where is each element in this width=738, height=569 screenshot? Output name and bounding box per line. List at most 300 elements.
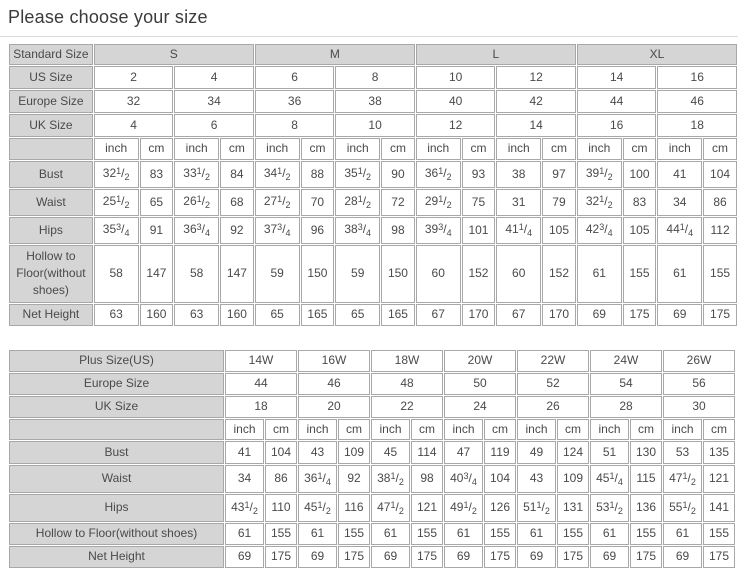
unit-row — [9, 138, 737, 159]
size-value-cell: L — [416, 44, 576, 65]
size-header-row — [9, 114, 737, 137]
fraction-denominator: 2 — [446, 171, 452, 182]
measure-value-cell: $53^1/_2$ — [590, 494, 629, 522]
unit-cell: inch — [298, 419, 337, 440]
unit-cell: cm — [484, 419, 516, 440]
fraction-denominator: 4 — [325, 476, 331, 487]
fraction-numerator: 3 — [277, 221, 283, 232]
unit-cell: inch — [94, 138, 139, 159]
size-value-cell: 18 — [225, 396, 297, 418]
fraction-denominator: 2 — [325, 505, 331, 516]
measure-value-cell: $32^1/_2$ — [577, 189, 622, 216]
unit-cell: cm — [703, 419, 735, 440]
measure-value-cell: 155 — [623, 245, 657, 303]
size-value-cell: 4 — [174, 66, 254, 89]
measure-value-cell: 61 — [657, 245, 702, 303]
fraction-denominator: 2 — [617, 505, 623, 516]
size-value-cell: 12 — [416, 114, 496, 137]
row-label: Hollow to Floor(without shoes) — [9, 523, 224, 545]
unit-cell: cm — [630, 419, 662, 440]
measure-value-cell: 155 — [338, 523, 370, 545]
measure-value-cell: $28^1/_2$ — [335, 189, 380, 216]
measure-value-cell: 121 — [411, 494, 443, 522]
measure-value-cell: 69 — [517, 546, 556, 568]
fraction-numerator: 1 — [609, 499, 615, 510]
measure-value-cell: 104 — [703, 161, 737, 188]
fraction-denominator: 4 — [366, 227, 372, 238]
unit-row — [9, 419, 735, 440]
unit-cell: cm — [140, 138, 174, 159]
measure-row — [9, 161, 737, 188]
size-value-cell: 54 — [590, 373, 662, 395]
fraction-denominator: 2 — [252, 505, 258, 516]
fraction-numerator: 3 — [196, 221, 202, 232]
measure-value-cell: 152 — [542, 245, 576, 303]
fraction-denominator: 2 — [398, 505, 404, 516]
measure-value-cell: 175 — [484, 546, 516, 568]
fraction-denominator: 2 — [205, 171, 211, 182]
size-header-row — [9, 396, 735, 418]
measure-value-cell: $45^1/_2$ — [298, 494, 337, 522]
measure-value-cell: 34 — [225, 465, 264, 493]
size-value-cell: 4 — [94, 114, 174, 137]
unit-cell: cm — [557, 419, 589, 440]
row-label: Standard Size — [9, 44, 93, 65]
standard-size-table — [8, 43, 738, 327]
size-value-cell: 14W — [225, 350, 297, 372]
measure-value-cell: 104 — [265, 441, 297, 464]
fraction-numerator: 1 — [518, 221, 524, 232]
fraction-denominator: 2 — [366, 171, 372, 182]
size-value-cell: 8 — [335, 66, 415, 89]
row-label: UK Size — [9, 114, 93, 137]
measure-value-cell: 165 — [381, 304, 415, 326]
measure-value-cell: 47 — [444, 441, 483, 464]
measure-value-cell: $35^1/_2$ — [335, 161, 380, 188]
unit-cell: cm — [301, 138, 335, 159]
measure-row — [9, 465, 735, 493]
fraction-numerator: 1 — [277, 193, 283, 204]
measure-value-cell: 69 — [371, 546, 410, 568]
measure-value-cell: 130 — [630, 441, 662, 464]
measure-value-cell: $42^3/_4$ — [577, 217, 622, 244]
measure-value-cell: 69 — [577, 304, 622, 326]
measure-value-cell: $32^1/_2$ — [94, 161, 139, 188]
fraction-numerator: 3 — [599, 221, 605, 232]
fraction-denominator: 2 — [544, 505, 550, 516]
measure-value-cell: $47^1/_2$ — [371, 494, 410, 522]
size-value-cell: 24W — [590, 350, 662, 372]
measure-value-cell: 34 — [657, 189, 702, 216]
measure-value-cell: $40^3/_4$ — [444, 465, 483, 493]
fraction-denominator: 4 — [205, 227, 211, 238]
fraction-denominator: 2 — [285, 199, 291, 210]
measure-value-cell: 69 — [590, 546, 629, 568]
measure-value-cell: 65 — [140, 189, 174, 216]
row-label: UK Size — [9, 396, 224, 418]
measure-value-cell: $51^1/_2$ — [517, 494, 556, 522]
measure-row — [9, 245, 737, 303]
measure-value-cell: 43 — [298, 441, 337, 464]
measure-value-cell: 60 — [416, 245, 461, 303]
measure-value-cell: 45 — [371, 441, 410, 464]
measure-value-cell: $36^1/_4$ — [298, 465, 337, 493]
size-value-cell: 26W — [663, 350, 735, 372]
unit-cell: cm — [381, 138, 415, 159]
measure-value-cell: 93 — [462, 161, 496, 188]
measure-value-cell: 69 — [298, 546, 337, 568]
fraction-denominator: 4 — [617, 476, 623, 487]
unit-cell: cm — [623, 138, 657, 159]
row-label: Bust — [9, 161, 93, 188]
fraction-numerator: 3 — [357, 221, 363, 232]
page-title: Please choose your size — [8, 7, 208, 27]
measure-value-cell: 155 — [484, 523, 516, 545]
measure-value-cell: 110 — [265, 494, 297, 522]
measure-value-cell: 59 — [255, 245, 300, 303]
measure-value-cell: $47^1/_2$ — [663, 465, 702, 493]
fraction-numerator: 1 — [317, 499, 323, 510]
unit-cell: cm — [542, 138, 576, 159]
fraction-numerator: 1 — [609, 470, 615, 481]
unit-cell: cm — [703, 138, 737, 159]
row-label: Hollow to Floor(without shoes) — [9, 245, 93, 303]
fraction-denominator: 2 — [690, 505, 696, 516]
measure-value-cell: 69 — [444, 546, 483, 568]
size-value-cell: 24 — [444, 396, 516, 418]
row-label: Europe Size — [9, 90, 93, 113]
fraction-denominator: 4 — [285, 227, 291, 238]
measure-value-cell: 124 — [557, 441, 589, 464]
fraction-numerator: 1 — [536, 499, 542, 510]
measure-value-cell: 83 — [140, 161, 174, 188]
measure-value-cell: 141 — [703, 494, 735, 522]
fraction-numerator: 1 — [116, 193, 122, 204]
measure-value-cell: $27^1/_2$ — [255, 189, 300, 216]
measure-value-cell: 59 — [335, 245, 380, 303]
fraction-denominator: 2 — [690, 476, 696, 487]
measure-value-cell: 67 — [416, 304, 461, 326]
measure-value-cell: 61 — [225, 523, 264, 545]
measure-value-cell: $37^3/_4$ — [255, 217, 300, 244]
fraction-denominator: 2 — [285, 171, 291, 182]
measure-row — [9, 441, 735, 464]
fraction-numerator: 1 — [244, 499, 250, 510]
row-label: Hips — [9, 217, 93, 244]
plus-size-table — [8, 349, 736, 569]
fraction-numerator: 3 — [463, 470, 469, 481]
fraction-numerator: 1 — [277, 165, 283, 176]
measure-value-cell: 38 — [496, 161, 541, 188]
fraction-numerator: 1 — [357, 165, 363, 176]
size-value-cell: 50 — [444, 373, 516, 395]
measure-value-cell: 49 — [517, 441, 556, 464]
fraction-denominator: 4 — [607, 227, 613, 238]
measure-value-cell: 155 — [630, 523, 662, 545]
row-label: Bust — [9, 441, 224, 464]
measure-value-cell: 150 — [381, 245, 415, 303]
size-value-cell: 38 — [335, 90, 415, 113]
fraction-denominator: 2 — [446, 199, 452, 210]
measure-value-cell: 104 — [484, 465, 516, 493]
measure-value-cell: $45^1/_4$ — [590, 465, 629, 493]
measure-value-cell: 155 — [703, 245, 737, 303]
size-value-cell: 36 — [255, 90, 335, 113]
measure-value-cell: 84 — [220, 161, 254, 188]
size-value-cell: S — [94, 44, 254, 65]
size-value-cell: 22W — [517, 350, 589, 372]
fraction-denominator: 2 — [607, 171, 613, 182]
size-header-row — [9, 350, 735, 372]
measure-value-cell: 92 — [338, 465, 370, 493]
fraction-numerator: 1 — [196, 165, 202, 176]
size-value-cell: 46 — [298, 373, 370, 395]
fraction-denominator: 4 — [527, 227, 533, 238]
size-value-cell: 8 — [255, 114, 335, 137]
measure-value-cell: $44^1/_4$ — [657, 217, 702, 244]
fraction-denominator: 4 — [471, 476, 477, 487]
fraction-numerator: 1 — [116, 165, 122, 176]
size-value-cell: 12 — [496, 66, 576, 89]
measure-value-cell: 97 — [542, 161, 576, 188]
measure-value-cell: 61 — [663, 523, 702, 545]
size-value-cell: 52 — [517, 373, 589, 395]
fraction-numerator: 1 — [438, 193, 444, 204]
size-value-cell: 26 — [517, 396, 589, 418]
measure-value-cell: 58 — [174, 245, 219, 303]
fraction-numerator: 1 — [463, 499, 469, 510]
size-value-cell: M — [255, 44, 415, 65]
size-value-cell: 44 — [225, 373, 297, 395]
row-label: Hips — [9, 494, 224, 522]
fraction-numerator: 1 — [682, 499, 688, 510]
measure-value-cell: 75 — [462, 189, 496, 216]
measure-value-cell: 150 — [301, 245, 335, 303]
fraction-denominator: 2 — [366, 199, 372, 210]
title-divider — [0, 36, 738, 37]
measure-value-cell: 61 — [371, 523, 410, 545]
measure-value-cell: 41 — [657, 161, 702, 188]
size-value-cell: 44 — [577, 90, 657, 113]
unit-cell: inch — [444, 419, 483, 440]
measure-value-cell: 101 — [462, 217, 496, 244]
measure-row — [9, 494, 735, 522]
measure-value-cell: 175 — [703, 304, 737, 326]
unit-cell: inch — [496, 138, 541, 159]
measure-value-cell: $35^3/_4$ — [94, 217, 139, 244]
fraction-numerator: 1 — [679, 221, 685, 232]
measure-value-cell: 155 — [411, 523, 443, 545]
size-value-cell: 10 — [416, 66, 496, 89]
size-value-cell: 16 — [577, 114, 657, 137]
measure-row — [9, 546, 735, 568]
unit-cell: cm — [265, 419, 297, 440]
row-label: Europe Size — [9, 373, 224, 395]
measure-value-cell: 170 — [542, 304, 576, 326]
measure-value-cell: 109 — [557, 465, 589, 493]
measure-value-cell: 116 — [338, 494, 370, 522]
fraction-denominator: 2 — [607, 199, 613, 210]
measure-value-cell: 131 — [557, 494, 589, 522]
fraction-numerator: 1 — [599, 193, 605, 204]
size-value-cell: XL — [577, 44, 737, 65]
measure-value-cell: $55^1/_2$ — [663, 494, 702, 522]
fraction-denominator: 2 — [471, 505, 477, 516]
size-value-cell: 34 — [174, 90, 254, 113]
measure-value-cell: 136 — [630, 494, 662, 522]
size-value-cell: 42 — [496, 90, 576, 113]
measure-value-cell: 121 — [703, 465, 735, 493]
unit-cell: inch — [225, 419, 264, 440]
measure-value-cell: $26^1/_2$ — [174, 189, 219, 216]
measure-value-cell: 115 — [630, 465, 662, 493]
row-label: Plus Size(US) — [9, 350, 224, 372]
measure-value-cell: 63 — [94, 304, 139, 326]
fraction-numerator: 1 — [599, 165, 605, 176]
measure-value-cell: $33^1/_2$ — [174, 161, 219, 188]
size-value-cell: 20W — [444, 350, 516, 372]
measure-value-cell: 175 — [338, 546, 370, 568]
measure-value-cell: 92 — [220, 217, 254, 244]
fraction-denominator: 2 — [398, 476, 404, 487]
measure-value-cell: 61 — [590, 523, 629, 545]
fraction-denominator: 4 — [124, 227, 130, 238]
unit-cell: inch — [663, 419, 702, 440]
measure-value-cell: 91 — [140, 217, 174, 244]
unit-cell: cm — [411, 419, 443, 440]
size-value-cell: 18 — [657, 114, 737, 137]
measure-value-cell: 98 — [381, 217, 415, 244]
measure-value-cell: $36^1/_2$ — [416, 161, 461, 188]
unit-cell: inch — [335, 138, 380, 159]
measure-value-cell: 61 — [298, 523, 337, 545]
measure-value-cell: 105 — [542, 217, 576, 244]
measure-value-cell: 67 — [496, 304, 541, 326]
size-value-cell: 6 — [255, 66, 335, 89]
measure-value-cell: 155 — [265, 523, 297, 545]
measure-value-cell: 100 — [623, 161, 657, 188]
measure-value-cell: 53 — [663, 441, 702, 464]
fraction-denominator: 2 — [124, 171, 130, 182]
corner-cell — [9, 138, 93, 159]
measure-value-cell: 31 — [496, 189, 541, 216]
size-value-cell: 16 — [657, 66, 737, 89]
measure-value-cell: $41^1/_4$ — [496, 217, 541, 244]
measure-value-cell: 105 — [623, 217, 657, 244]
unit-cell: inch — [577, 138, 622, 159]
measure-value-cell: 63 — [174, 304, 219, 326]
measure-value-cell: 41 — [225, 441, 264, 464]
size-value-cell: 48 — [371, 373, 443, 395]
unit-cell: inch — [590, 419, 629, 440]
unit-cell: cm — [220, 138, 254, 159]
measure-value-cell: $49^1/_2$ — [444, 494, 483, 522]
measure-value-cell: $43^1/_2$ — [225, 494, 264, 522]
measure-value-cell: 58 — [94, 245, 139, 303]
measure-value-cell: 170 — [462, 304, 496, 326]
measure-row — [9, 217, 737, 244]
size-value-cell: 22 — [371, 396, 443, 418]
measure-value-cell: 86 — [703, 189, 737, 216]
measure-value-cell: 88 — [301, 161, 335, 188]
corner-cell — [9, 419, 224, 440]
size-value-cell: 56 — [663, 373, 735, 395]
measure-value-cell: 147 — [140, 245, 174, 303]
unit-cell: inch — [517, 419, 556, 440]
size-value-cell: 2 — [94, 66, 174, 89]
measure-value-cell: 61 — [577, 245, 622, 303]
measure-value-cell: 60 — [496, 245, 541, 303]
measure-row — [9, 189, 737, 216]
measure-value-cell: $29^1/_2$ — [416, 189, 461, 216]
measure-value-cell: 175 — [623, 304, 657, 326]
fraction-denominator: 2 — [205, 199, 211, 210]
measure-value-cell: 175 — [557, 546, 589, 568]
row-label: Waist — [9, 465, 224, 493]
size-value-cell: 30 — [663, 396, 735, 418]
fraction-numerator: 1 — [196, 193, 202, 204]
measure-value-cell: 175 — [630, 546, 662, 568]
fraction-numerator: 1 — [317, 470, 323, 481]
measure-value-cell: $34^1/_2$ — [255, 161, 300, 188]
measure-value-cell: 112 — [703, 217, 737, 244]
size-value-cell: 10 — [335, 114, 415, 137]
fraction-numerator: 1 — [682, 470, 688, 481]
measure-value-cell: 126 — [484, 494, 516, 522]
measure-value-cell: 175 — [265, 546, 297, 568]
measure-value-cell: 68 — [220, 189, 254, 216]
fraction-denominator: 4 — [688, 227, 694, 238]
measure-value-cell: 79 — [542, 189, 576, 216]
size-value-cell: 46 — [657, 90, 737, 113]
measure-value-cell: 155 — [557, 523, 589, 545]
unit-cell: inch — [416, 138, 461, 159]
row-label: Net Height — [9, 304, 93, 326]
measure-value-cell: 155 — [703, 523, 735, 545]
measure-value-cell: $36^3/_4$ — [174, 217, 219, 244]
measure-value-cell: 69 — [657, 304, 702, 326]
size-value-cell: 32 — [94, 90, 174, 113]
measure-value-cell: 86 — [265, 465, 297, 493]
measure-value-cell: 72 — [381, 189, 415, 216]
measure-row — [9, 523, 735, 545]
size-value-cell: 14 — [577, 66, 657, 89]
measure-value-cell: 43 — [517, 465, 556, 493]
fraction-numerator: 1 — [390, 499, 396, 510]
unit-cell: inch — [255, 138, 300, 159]
measure-value-cell: 109 — [338, 441, 370, 464]
row-label: Waist — [9, 189, 93, 216]
measure-value-cell: 135 — [703, 441, 735, 464]
measure-value-cell: $25^1/_2$ — [94, 189, 139, 216]
fraction-numerator: 3 — [116, 221, 122, 232]
row-label: US Size — [9, 66, 93, 89]
measure-value-cell: $39^3/_4$ — [416, 217, 461, 244]
measure-value-cell: 160 — [140, 304, 174, 326]
measure-value-cell: 98 — [411, 465, 443, 493]
fraction-numerator: 1 — [357, 193, 363, 204]
unit-cell: inch — [657, 138, 702, 159]
size-value-cell: 28 — [590, 396, 662, 418]
fraction-denominator: 2 — [124, 199, 130, 210]
measure-value-cell: 114 — [411, 441, 443, 464]
row-label: Net Height — [9, 546, 224, 568]
size-value-cell: 14 — [496, 114, 576, 137]
fraction-numerator: 1 — [390, 470, 396, 481]
fraction-denominator: 4 — [446, 227, 452, 238]
unit-cell: cm — [462, 138, 496, 159]
measure-value-cell: $39^1/_2$ — [577, 161, 622, 188]
